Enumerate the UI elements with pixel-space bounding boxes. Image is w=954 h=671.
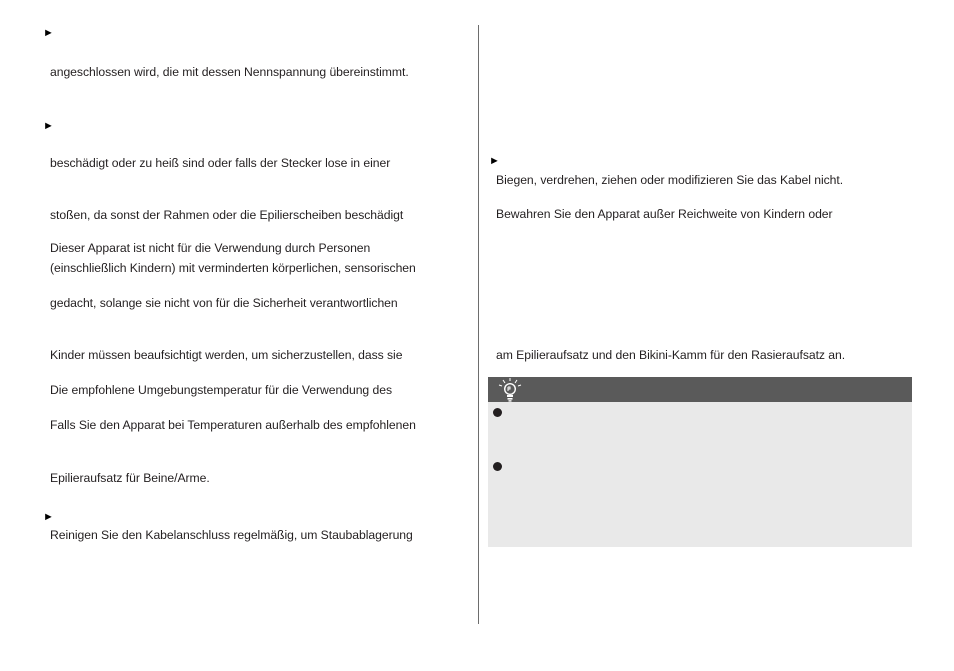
left-line-1: angeschlossen wird, die mit dessen Nennspannung übereinstimmt. xyxy=(50,65,409,79)
left-line-5: (einschließlich Kindern) mit verminderten körperlichen, sensorischen xyxy=(50,261,416,275)
arrow-marker-3: ► xyxy=(43,511,54,523)
note-bullet-1 xyxy=(493,408,502,417)
right-line-1: Biegen, verdrehen, ziehen oder modifizieren Sie das Kabel nicht. xyxy=(496,173,844,187)
left-line-6: gedacht, solange sie nicht von für die Sicherheit verantwortlichen xyxy=(50,296,398,310)
note-bullet-2 xyxy=(493,462,502,471)
note-header-bar xyxy=(488,377,912,402)
note-box xyxy=(488,377,912,547)
left-line-11: Reinigen Sie den Kabelanschluss regelmäßig, um Staubablagerung xyxy=(50,528,413,542)
left-line-10: Epilieraufsatz für Beine/Arme. xyxy=(50,471,210,485)
arrow-marker-2: ► xyxy=(43,120,54,132)
left-line-8: Die empfohlene Umgebungstemperatur für die Verwendung des xyxy=(50,383,392,397)
left-line-4: Dieser Apparat ist nicht für die Verwendung durch Personen xyxy=(50,241,371,255)
left-line-9: Falls Sie den Apparat bei Temperaturen außerhalb des empfohlenen xyxy=(50,418,416,432)
column-divider xyxy=(478,25,479,624)
arrow-marker-4: ► xyxy=(489,155,500,167)
arrow-marker-1: ► xyxy=(43,27,54,39)
left-line-7: Kinder müssen beaufsichtigt werden, um sicherzustellen, dass sie xyxy=(50,348,403,362)
left-line-3: stoßen, da sonst der Rahmen oder die Epilierscheiben beschädigt xyxy=(50,208,404,222)
right-line-3: am Epilieraufsatz und den Bikini-Kamm für den Rasieraufsatz an. xyxy=(496,348,846,362)
light-bulb-icon xyxy=(495,377,525,403)
left-line-2: beschädigt oder zu heiß sind oder falls der Stecker lose in einer xyxy=(50,156,391,170)
right-line-2: Bewahren Sie den Apparat außer Reichweite von Kindern oder xyxy=(496,207,833,221)
